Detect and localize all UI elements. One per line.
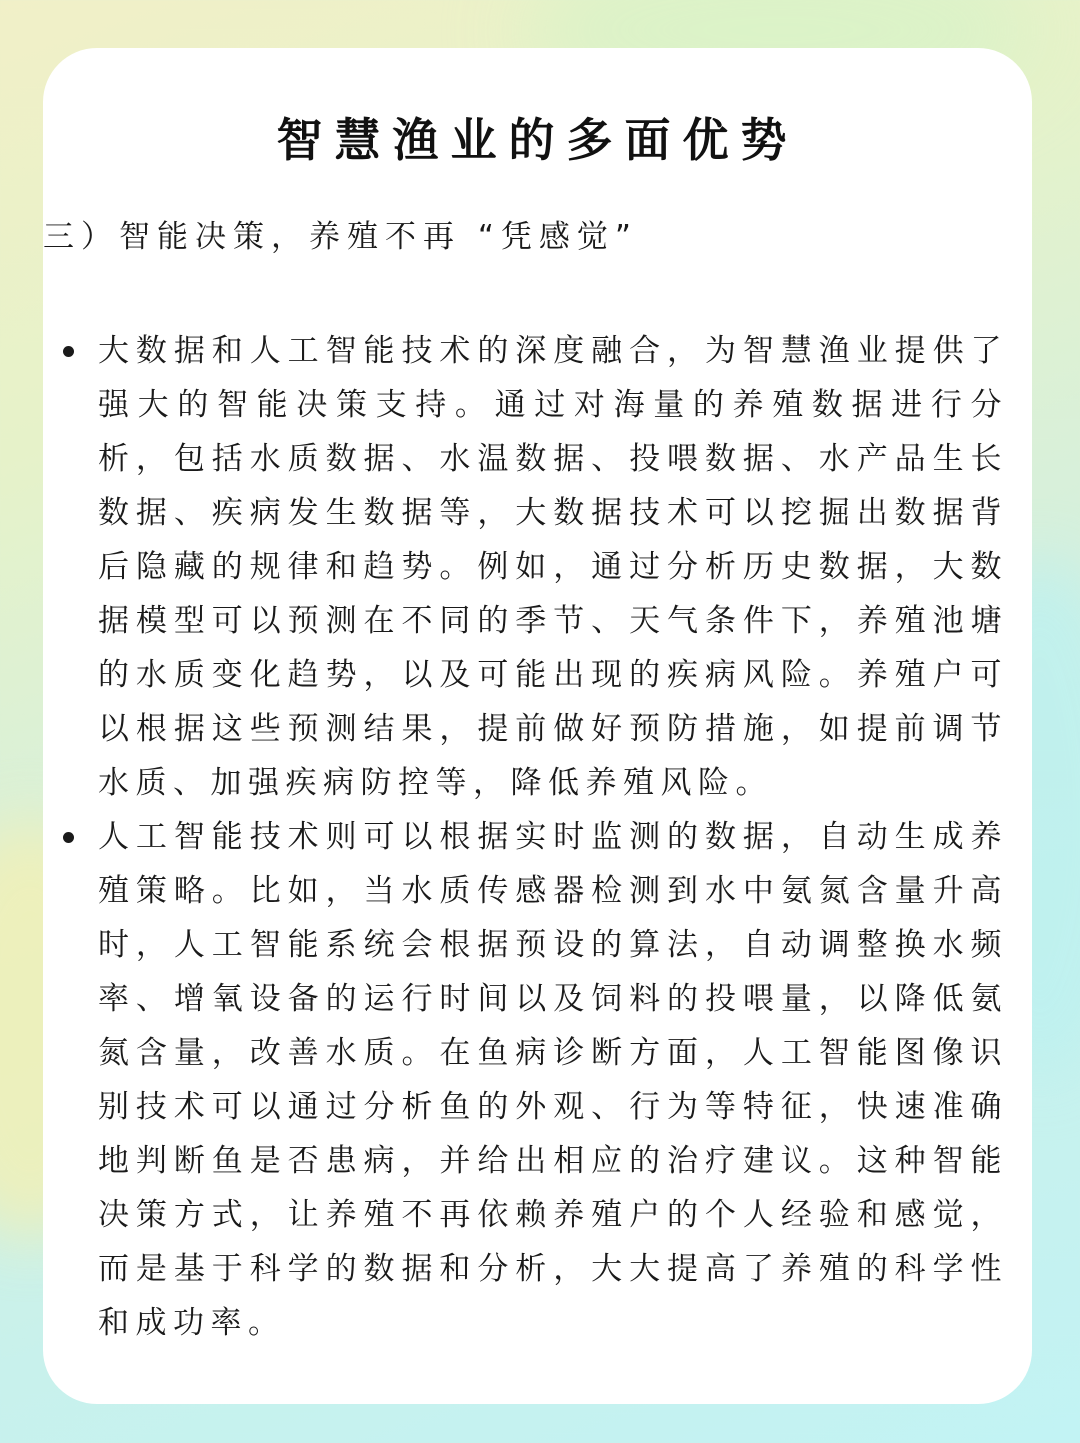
- bullet-item-big-data: [98, 324, 1008, 810]
- bullet-text: 大数据和人工智能技术的深度融合，为智慧渔业提供了强大的智能决策支持。通过对海量的养殖数据进行分析，包括水质数据、水温数据、投喂数据、水产品生长数据、疾病发生数据等，大数据技术可以挖掘出数据背后隐藏的规律和趋势。例如，通过分析历史数据，大数据模型可以预测在不同的季节、天气条件下，养殖池塘的水质变化趋势，以及可能出现的疾病风险。养殖户可以根据这些预测结果，提前做好预防措施，如提前调节水质、加强疾病防控等，降低养殖风险。: [98, 333, 1008, 801]
- section-heading: 三）智能决策，养殖不再 “凭感觉”: [43, 219, 638, 255]
- bullet-list: [98, 324, 1008, 1350]
- bullet-text: 人工智能技术则可以根据实时监测的数据，自动生成养殖策略。比如，当水质传感器检测到水中氨氮含量升高时，人工智能系统会根据预设的算法，自动调整换水频率、增氧设备的运行时间以及饲料的投喂量，以降低氨氮含量，改善水质。在鱼病诊断方面，人工智能图像识别技术可以通过分析鱼的外观、行为等特征，快速准确地判断鱼是否患病，并给出相应的治疗建议。这种智能决策方式，让养殖不再依赖养殖户的个人经验和感觉，而是基于科学的数据和分析，大大提高了养殖的科学性和成功率。: [98, 819, 1008, 1341]
- bullet-dot-icon: [63, 832, 74, 843]
- page-title: 智慧渔业的多面优势: [276, 113, 799, 167]
- bullet-item-ai: [98, 810, 1008, 1350]
- bullet-dot-icon: [63, 346, 74, 357]
- content-card: [43, 48, 1032, 1404]
